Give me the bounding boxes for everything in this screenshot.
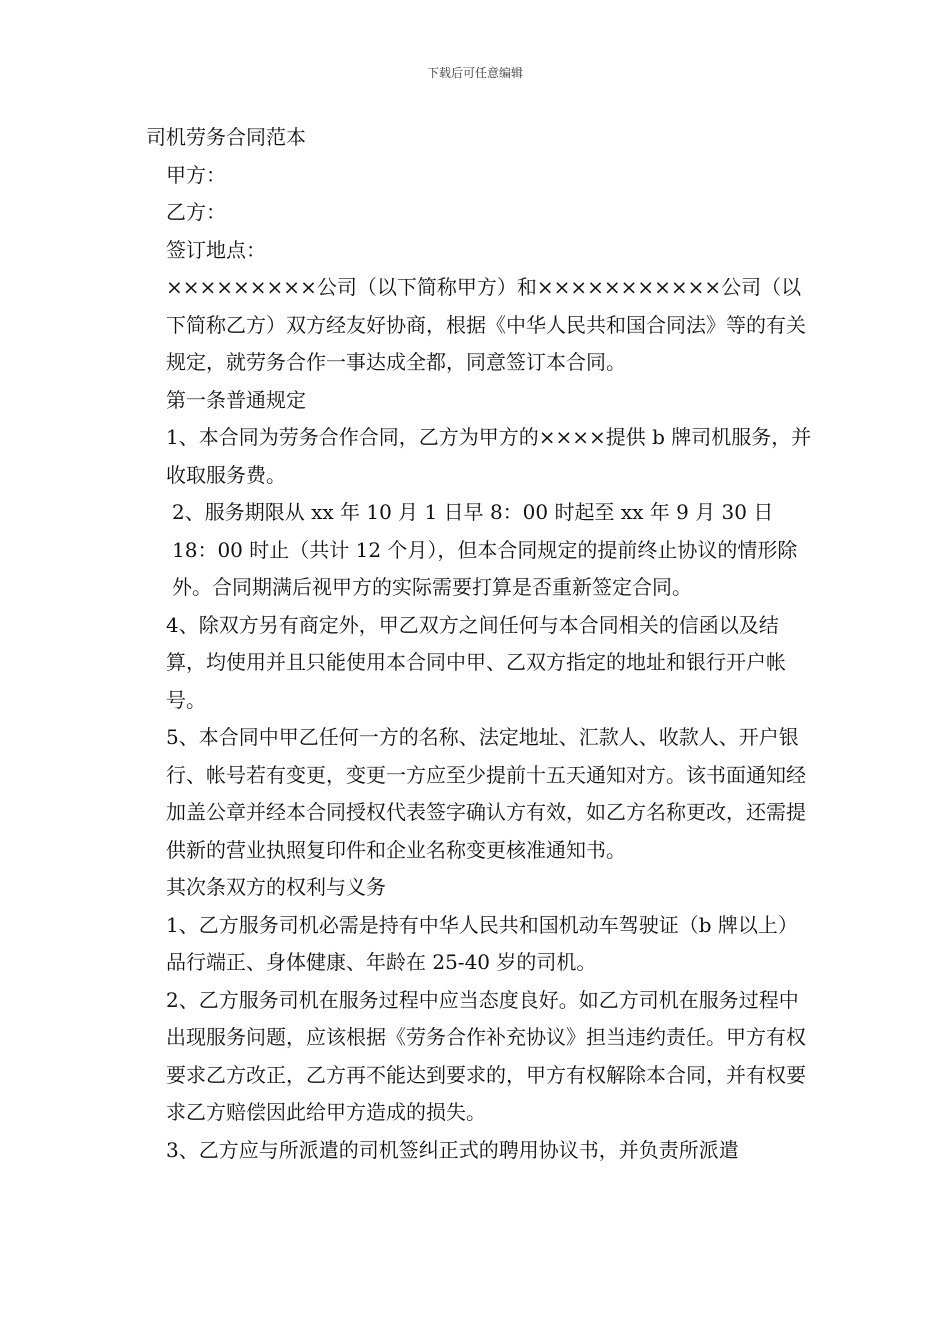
paragraph: 1、本合同为劳务合作合同，乙方为甲方的××××提供 b 牌司机服务，并收取服务费。 [166, 425, 812, 487]
paragraph: 第一条普通规定 [166, 387, 306, 412]
party-b-line: 乙方： [166, 200, 226, 224]
paragraph: 3、乙方应与所派遣的司机签纠正式的聘用协议书，并负责所派遣 [166, 1137, 739, 1162]
paragraph: 2、服务期限从 xx 年 10 月 1 日早 8：00 时起至 xx 年 9 月 30 日 18：00 时止（共计 12 个月），但本合同规定的提前终止协议的情形除外。合同期满后视甲方的实际需要打算是否重新签定合同。 [172, 500, 798, 599]
signing-place-line: 签订地点： [166, 237, 266, 262]
paragraph: 5、本合同中甲乙任何一方的名称、法定地址、汇款人、收款人、开户银行、帐号若有变更，变更一方应至少提前十五天通知对方。该书面通知经加盖公章并经本合同授权代表签字确认方有效，如乙方名称更改，还需提供新的营业执照复印件和企业名称变更核准通知书。 [166, 725, 806, 862]
paragraph: ×××××××××公司（以下简称甲方）和×××××××××××公司（以下简称乙方）双方经友好协商，根据《中华人民共和国合同法》等的有关规定，就劳务合作一事达成全都，同意签订本合同。 [166, 275, 806, 374]
paragraph: 1、乙方服务司机必需是持有中华人民共和国机动车驾驶证（b 牌以上）品行端正、身体健康、年龄在 25-40 岁的司机。 [166, 912, 798, 974]
paragraph: 4、除双方另有商定外，甲乙双方之间任何与本合同相关的信函以及结算，均使用并且只能使用本合同中甲、乙双方指定的地址和银行开户帐号。 [166, 612, 786, 712]
page-header: 下载后可任意编辑 [426, 66, 523, 80]
paragraph-list [146, 269, 814, 1169]
document-body [146, 119, 814, 1169]
document-title: 司机劳务合同范本 [146, 125, 306, 149]
paragraph: 2、乙方服务司机在服务过程中应当态度良好。如乙方司机在服务过程中出现服务问题，应该根据《劳务合作补充协议》担当违约责任。甲方有权要求乙方改正，乙方再不能达到要求的，甲方有权解除本合同，并有权要求乙方赔偿因此给甲方造成的损失。 [166, 987, 806, 1124]
party-a-line: 甲方： [166, 162, 226, 187]
paragraph: 其次条双方的权利与义务 [166, 875, 386, 899]
